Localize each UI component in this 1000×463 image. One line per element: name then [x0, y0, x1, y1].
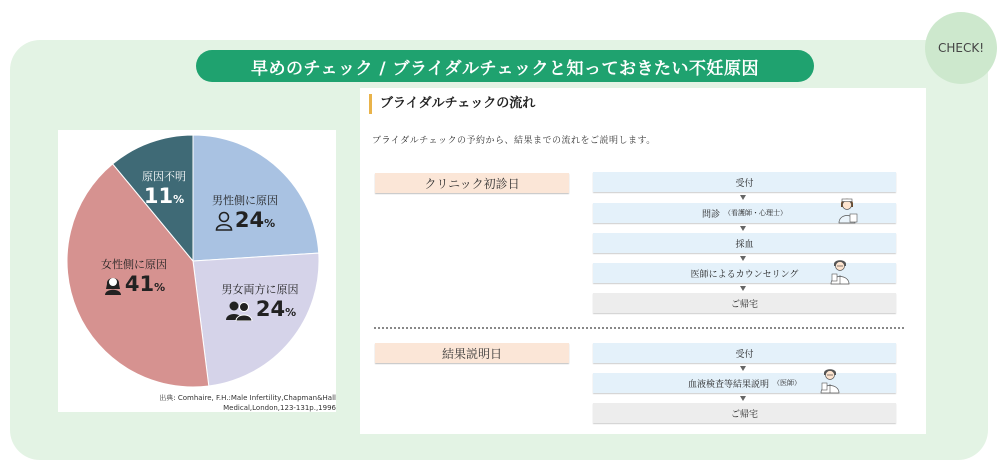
step-counseling: 医師によるカウンセリング	[593, 263, 896, 283]
section-divider	[374, 327, 904, 329]
pie-label-both: 男女両方に原因 24%	[221, 283, 299, 321]
step-result-explanation: 血液検査等結果説明 （医師）	[593, 373, 896, 393]
step-reception: 受付	[593, 172, 896, 192]
flow-arrow	[740, 396, 746, 401]
step-go-home-result: ご帰宅	[593, 403, 896, 423]
step-reception-result: 受付	[593, 343, 896, 363]
doctor-icon	[818, 366, 842, 394]
step-go-home: ご帰宅	[593, 293, 896, 313]
flow-arrow	[740, 256, 746, 261]
pie-label-male: 男性側に原因 24%	[212, 194, 278, 232]
check-badge: CHECK!	[925, 12, 997, 84]
chart-source: 出典: Comhaire, F.H.:Male Infertility,Chapman&Hall Medical,London,123-131p.,1996	[159, 394, 336, 412]
couple-icon	[224, 299, 254, 321]
nurse-icon	[836, 196, 860, 224]
man-icon	[215, 211, 233, 231]
step-interview: 問診 （看護師・心理士）	[593, 203, 896, 223]
step-blood-draw: 採血	[593, 233, 896, 253]
doctor-icon	[828, 257, 852, 285]
flow-arrow	[740, 366, 746, 371]
flow-title: ブライダルチェックの流れ	[369, 94, 535, 114]
phase-first-visit: クリニック初診日	[375, 173, 569, 193]
pie-label-female: 女性側に原因 41%	[101, 258, 167, 296]
flow-arrow	[740, 286, 746, 291]
flow-arrow	[740, 226, 746, 231]
flow-description: ブライダルチェックの予約から、結果までの流れをご説明します。	[372, 136, 656, 146]
pie-label-unknown: 原因不明 11%	[142, 170, 186, 208]
banner-title: 早めのチェック / ブライダルチェックと知っておきたい不妊原因	[196, 50, 814, 82]
flow-arrow	[740, 195, 746, 200]
phase-result-day: 結果説明日	[375, 343, 569, 363]
woman-icon	[103, 274, 123, 296]
